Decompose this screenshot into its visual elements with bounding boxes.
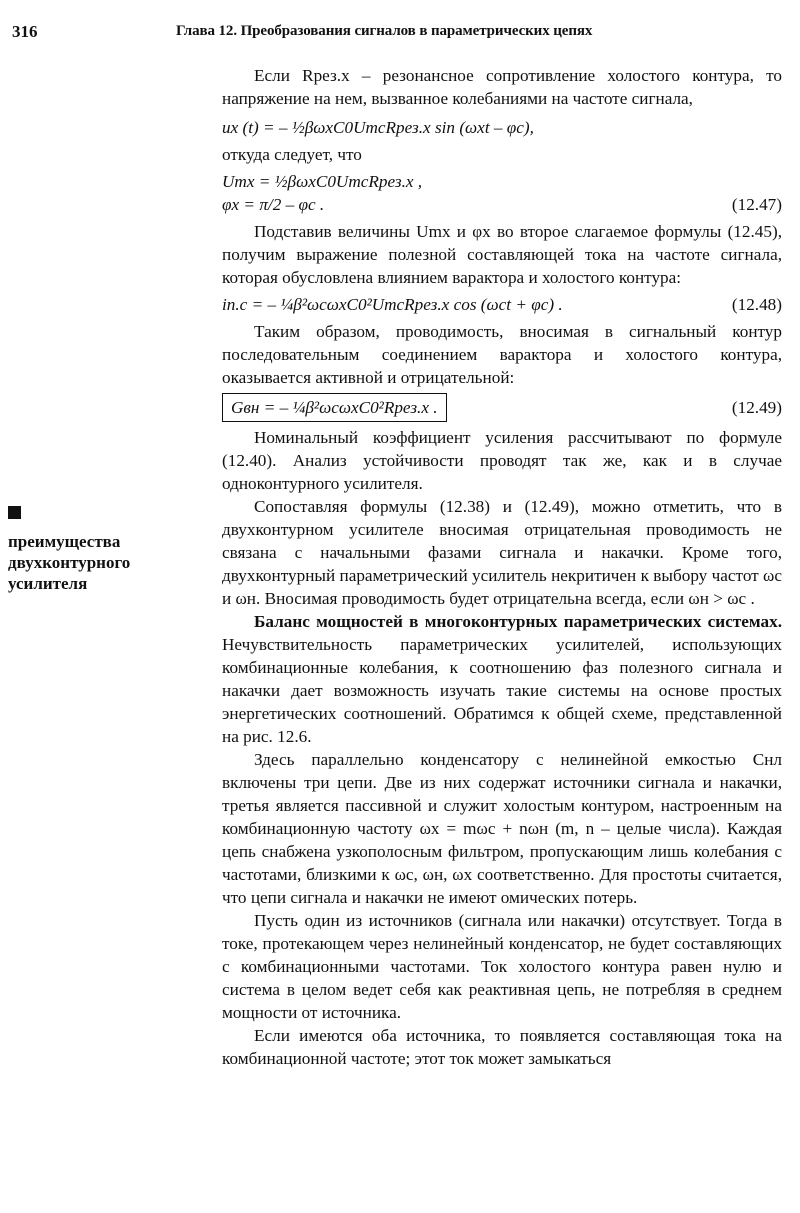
paragraph: откуда следует, что	[222, 145, 362, 164]
paragraph: Таким образом, проводимость, вносимая в сигнальный контур последовательным соединением варактора и холостого контура, оказывается активной и отрицательной:	[222, 322, 782, 387]
equation-number: (12.49)	[731, 398, 782, 417]
paragraph: Если имеются оба источника, то появляется составляющая тока на комбинационной частоте; этот ток может замыкаться	[222, 1026, 782, 1068]
equation-number: (12.48)	[731, 295, 782, 314]
equation-number: (12.47)	[731, 195, 782, 214]
paragraph	[222, 610, 782, 748]
paragraph: Номинальный коэффициент усиления рассчитывают по формуле (12.40). Анализ устойчивости проводят так же, как и в случае одноконтурного усилителя.	[222, 428, 782, 493]
paragraph: Если Rрез.х – резонансное сопротивление холостого контура, то напряжение на нем, вызванное колебаниями на частоте сигнала,	[222, 66, 782, 108]
formula	[222, 389, 782, 426]
formula	[222, 166, 782, 220]
margin-note	[8, 506, 188, 594]
formula-text: uх (t) = – ½βωхC0UmcRрез.х sin (ωхt – φс),	[222, 118, 534, 137]
margin-note-text: преимущества двухконтурного усилителя	[8, 532, 131, 593]
running-head: Глава 12. Преобразования сигналов в параметрических цепях	[176, 23, 593, 39]
paragraph: Пусть один из источников (сигнала или накачки) отсутствует. Тогда в токе, протекающем через нелинейный конденсатор, не будет составляющих с комбинационными частотами. Ток холостого контура равен нулю и система в целом ведет себя как реактивная цепь, не потребляя в среднем мощности от источника.	[222, 911, 782, 1022]
page-number: 316	[12, 22, 38, 41]
section-heading: Баланс мощностей в многоконтурных параметрических системах.	[254, 612, 782, 631]
formula-text: Umх = ½βωхC0UmcRрез.х ,	[222, 172, 423, 191]
formula	[222, 289, 782, 320]
formula-text: φх = π/2 – φс .	[222, 195, 325, 214]
paragraph: Сопоставляя формулы (12.38) и (12.49), можно отметить, что в двухконтурном усилителе вносимая отрицательная проводимость не связана с начальными фазами сигнала и накачки. Кроме того, двухконтурный параметрический усилитель некритичен к выбору частот ωс и ωн. Вносимая проводимость будет отрицательна всегда, если ωн > ωс .	[222, 497, 782, 608]
body-text	[222, 64, 782, 1070]
boxed-formula-text: Gвн = – ¼β²ωсωхC0²Rрез.х .	[222, 393, 447, 422]
formula-text: iп.с = – ¼β²ωсωхC0²UmcRрез.х cos (ωсt + φс) .	[222, 295, 563, 314]
paragraph: Здесь параллельно конденсатору с нелинейной емкостью Cнл включены три цепи. Две из них содержат источники сигнала и накачки, третья является пассивной и служит холостым контуром, настроенным на комбинационную частоту ωх = mωс + nωн (m, n – целые числа). Каждая цепь снабжена узкополосным фильтром, пропускающим лишь колебания с частотами, близкими к ωс, ωн, ωх соответственно. Для простоты считается, что цепи сигнала и накачки не имеют омических потерь.	[222, 750, 782, 907]
square-bullet-icon	[8, 506, 21, 519]
page-header	[6, 22, 786, 48]
paragraph: Подставив величины Umх и φх во второе слагаемое формулы (12.45), получим выражение полезной составляющей тока на частоте сигнала, которая обусловлена влиянием варактора и холостого контура:	[222, 222, 782, 287]
paragraph-text: Нечувствительность параметрических усилителей, использующих комбинационные колебания, к соотношению фаз полезного сигнала и накачки дает возможность изучать такие системы на основе простых энергетических соотношений. Обратимся к общей схеме, представленной на рис. 12.6.	[222, 635, 782, 746]
formula	[222, 112, 782, 143]
